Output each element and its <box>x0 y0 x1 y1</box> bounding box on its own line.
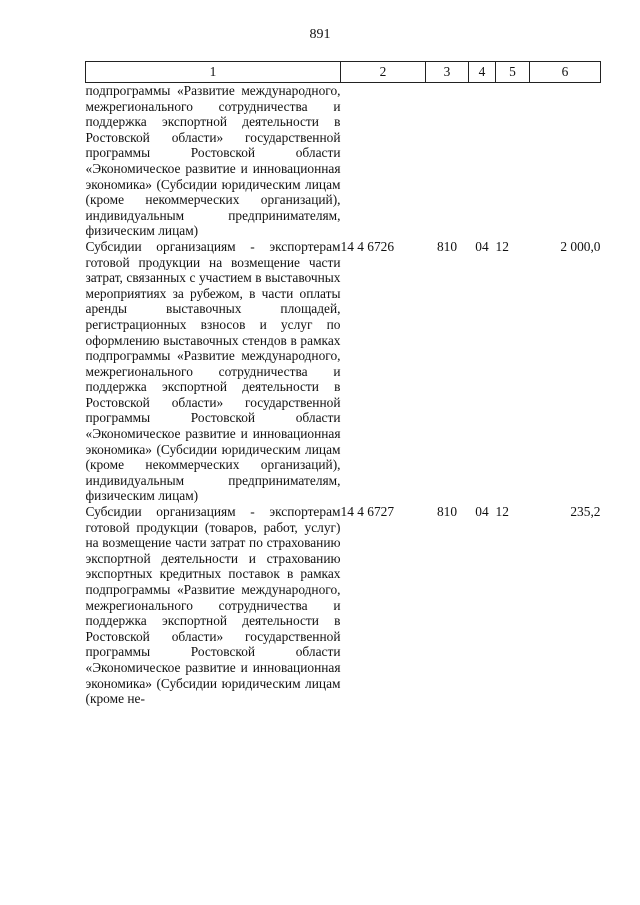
row-subsection: 12 <box>495 238 509 254</box>
row-description: подпрограммы «Развитие международного, межрегионального сотрудничества и поддержка экспортной деятельности в Ростовской области» государственной программы Ростовской области «Экономическое развитие и инновационная экономика» (Субсидии юридическим лицам (кроме некоммерческих организаций), индивидуальным предпринимателям, физическим лицам) <box>85 83 341 239</box>
table-row <box>86 83 601 239</box>
row-expense-type: 810 <box>436 238 458 254</box>
header-row <box>86 62 601 83</box>
row-amount: 2 000,0 <box>560 238 601 254</box>
row-subsection: 12 <box>495 504 509 520</box>
table-row <box>86 239 601 504</box>
row-expense-type: 810 <box>436 504 458 520</box>
row-expense-type <box>426 83 469 239</box>
row-description: Субсидии организациям - экспортерам готовой продукции на возмещение части затрат, связанных с участием в выставочных мероприятиях за рубежом, в части оплаты аренды выставочных площадей, регистрационных взносов и услуг по оформлению выставочных стендов в рамках подпрограммы «Развитие международного, межрегионального сотрудничества и поддержка экспортной деятельности в Ростовской области» государственной программы Ростовской области «Экономическое развитие и инновационная экономика» (Субсидии юридическим лицам (кроме некоммерческих организаций), индивидуальным предпринимателям, физическим лицам) <box>85 238 341 504</box>
header-col-4: 4 <box>469 62 496 83</box>
table-row <box>86 504 601 707</box>
page-number: 891 <box>309 27 331 42</box>
row-target-article: 14 4 6727 <box>340 504 395 520</box>
row-subsection <box>496 83 530 239</box>
row-section <box>469 83 496 239</box>
row-amount: 235,2 <box>570 504 601 520</box>
row-target-article: 14 4 6726 <box>340 238 395 254</box>
header-col-5: 5 <box>496 62 530 83</box>
row-target-article <box>341 83 426 239</box>
header-col-3: 3 <box>426 62 469 83</box>
row-section: 04 <box>475 504 489 520</box>
header-col-1: 1 <box>86 62 341 83</box>
row-section: 04 <box>475 238 489 254</box>
header-col-2: 2 <box>341 62 426 83</box>
header-col-6: 6 <box>530 62 601 83</box>
budget-table <box>85 61 601 707</box>
row-amount <box>530 83 601 239</box>
row-description: Субсидии организациям - экспортерам готовой продукции (товаров, работ, услуг) на возмещение части затрат по страхованию экспортной деятельности и страхованию экспортных кредитных поставок в рамках подпрограммы «Развитие международного, межрегионального сотрудничества и поддержка экспортной деятельности в Ростовской области» государственной программы Ростовской области «Экономическое развитие и инновационная экономика» (Субсидии юридическим лицам (кроме не- <box>85 504 341 707</box>
